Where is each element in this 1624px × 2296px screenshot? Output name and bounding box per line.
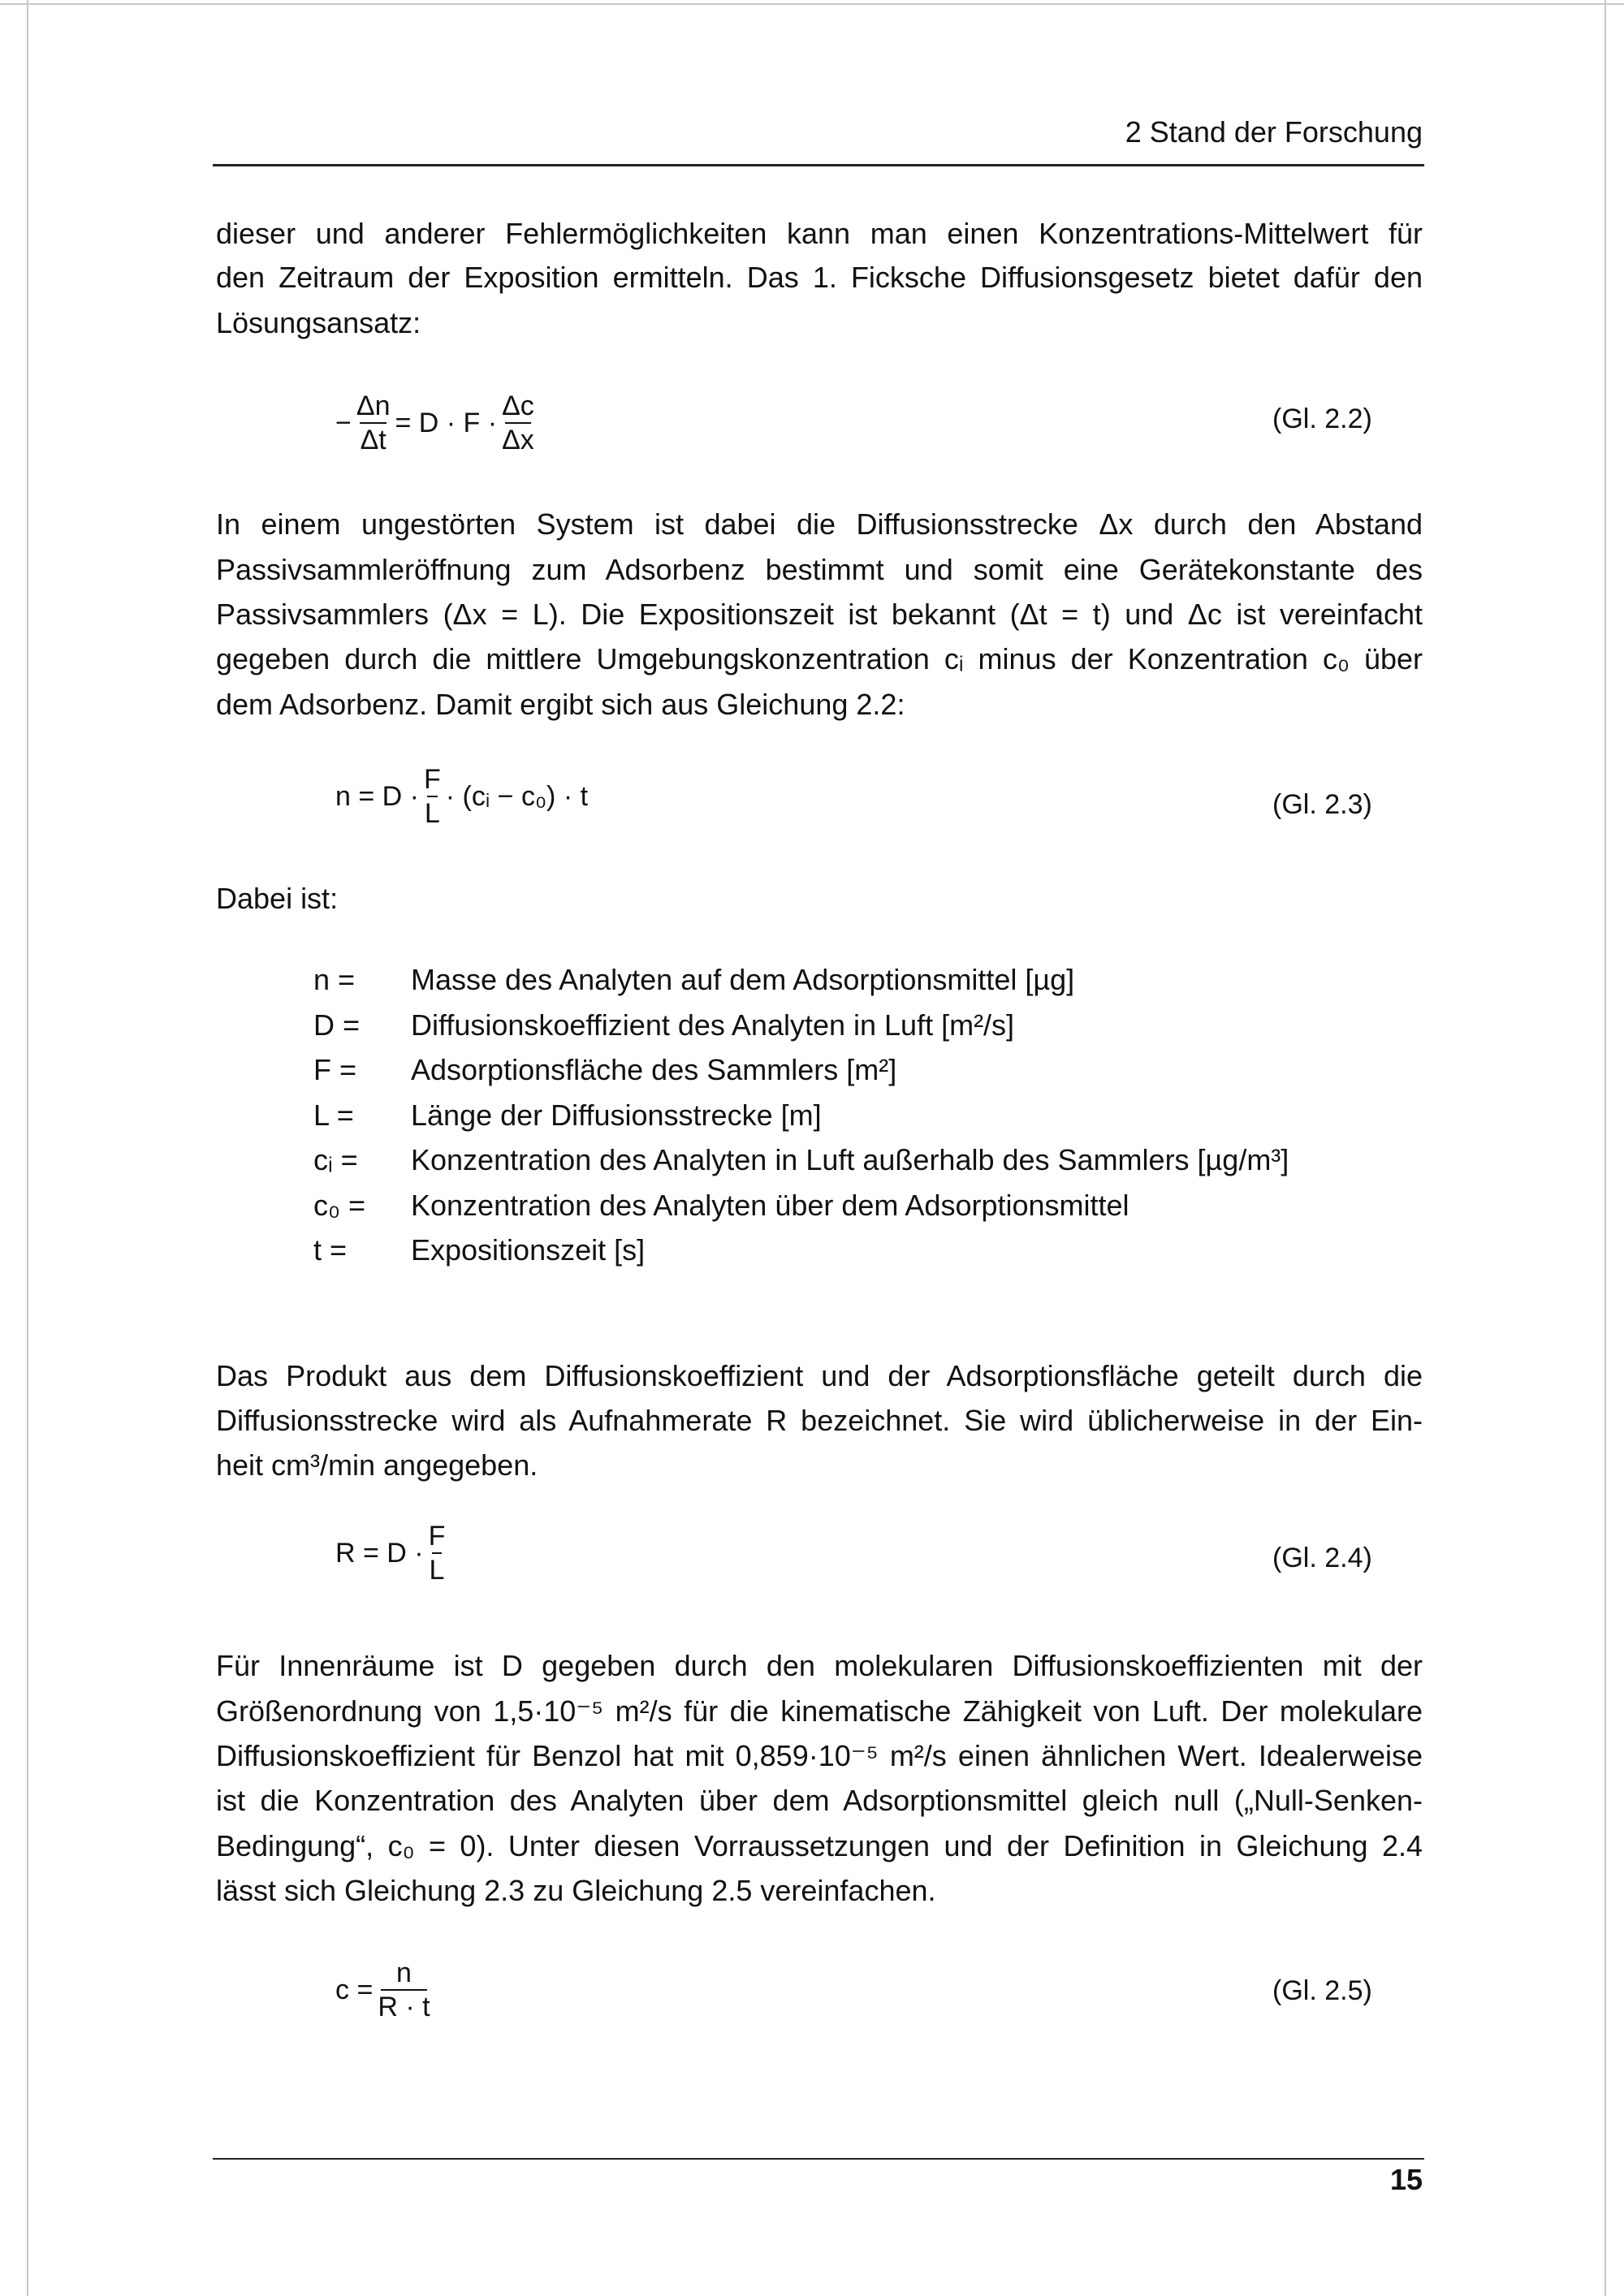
- definition-symbol: F =: [313, 1053, 357, 1086]
- equation-2-5: [335, 1957, 430, 2023]
- paragraph-line: heit cm³/min angegeben.: [216, 1448, 538, 1482]
- paragraph-line: Bedingung“, c₀ = 0). Unter diesen Vorraussetzungen und der Definition in Gleichung 2.4: [216, 1829, 1423, 1862]
- denominator: Δt: [360, 425, 387, 455]
- denominator: Δx: [502, 425, 534, 455]
- equation-2-2: [335, 390, 534, 456]
- fraction: [378, 1957, 430, 2023]
- denominator: L: [429, 1555, 445, 1586]
- paragraph-line: Diffusionskoeffizient für Benzol hat mit 0,859·10⁻⁵ m²/s einen ähnlichen Wert. Idealerweise: [216, 1739, 1423, 1772]
- fraction: [424, 763, 441, 830]
- paragraph-line: gegeben durch die mittlere Umgebungskonzentration cᵢ minus der Konzentration c₀ über: [216, 642, 1423, 675]
- eq-term: c =: [335, 1974, 374, 2005]
- eq-minus: −: [335, 407, 352, 438]
- fraction: [429, 1520, 446, 1586]
- denominator: R · t: [378, 1992, 430, 2022]
- paragraph-line: Für Innenräume ist D gegeben durch den molekularen Diffusionskoeffizienten mit der: [216, 1649, 1423, 1682]
- paragraph-line: Größenordnung von 1,5·10⁻⁵ m²/s für die kinematische Zähigkeit von Luft. Der molekulare: [216, 1694, 1423, 1728]
- paragraph-line: ist die Konzentration des Analyten über dem Adsorptionsmittel gleich null („Null-Senken-: [216, 1784, 1423, 1817]
- eq-term: n = D ·: [335, 780, 419, 812]
- paragraph-line: lässt sich Gleichung 2.3 zu Gleichung 2.5 vereinfachen.: [216, 1874, 936, 1907]
- scan-border-left: [27, 0, 28, 2296]
- paragraph-line: dem Adsorbenz. Damit ergibt sich aus Gleichung 2.2:: [216, 688, 905, 721]
- numerator: Δn: [356, 391, 391, 421]
- definition-symbol: D =: [313, 1008, 361, 1042]
- fraction: [356, 390, 391, 456]
- definition-symbol: L =: [313, 1098, 354, 1132]
- numerator: F: [428, 1521, 446, 1552]
- definition-symbol: n =: [313, 963, 356, 996]
- definition-text: Konzentration des Analyten in Luft außerhalb des Sammlers [µg/m³]: [411, 1143, 1289, 1176]
- paragraph-line: Diffusionsstrecke wird als Aufnahmerate R bezeichnet. Sie wird üblicherweise in der Ein-: [216, 1404, 1423, 1437]
- paragraph-line: dieser und anderer Fehlermöglichkeiten kann man einen Konzentrations-Mittelwert für: [216, 217, 1423, 250]
- footer-rule: [213, 2158, 1424, 2160]
- definition-symbol: t =: [313, 1233, 348, 1267]
- eq-term: R = D ·: [335, 1537, 424, 1569]
- eq-term: = D · F ·: [395, 407, 498, 438]
- denominator: L: [424, 798, 440, 829]
- scan-border-top: [0, 3, 1624, 5]
- definition-text: Expositionszeit [s]: [411, 1233, 646, 1267]
- equation-label: (Gl. 2.3): [1272, 789, 1372, 820]
- scan-border-right: [1605, 0, 1606, 2296]
- running-header: 2 Stand der Forschung: [1125, 115, 1423, 149]
- equation-label: (Gl. 2.2): [1272, 404, 1372, 434]
- numerator: Δc: [502, 391, 534, 421]
- definition-text: Diffusionskoeffizient des Analyten in Luft [m²/s]: [411, 1008, 1015, 1042]
- definition-text: Masse des Analyten auf dem Adsorptionsmittel [µg]: [411, 963, 1075, 996]
- paragraph-line: Passivsammleröffnung zum Adsorbenz bestimmt und somit eine Gerätekonstante des: [216, 553, 1423, 586]
- paragraph-line: Das Produkt aus dem Diffusionskoeffizient und der Adsorptionsfläche geteilt durch die: [216, 1359, 1423, 1392]
- eq-term: · (cᵢ − c₀) · t: [445, 780, 589, 812]
- numerator: F: [423, 764, 441, 795]
- equation-label: (Gl. 2.5): [1272, 1975, 1372, 2006]
- definition-text: Länge der Diffusionsstrecke [m]: [411, 1098, 822, 1132]
- definition-symbol: cᵢ =: [313, 1143, 358, 1176]
- page-number: 15: [1389, 2163, 1423, 2196]
- fraction: [502, 390, 534, 456]
- paragraph-line: Passivsammlers (Δx = L). Die Expositionszeit ist bekannt (Δt = t) und Δc ist vereinfacht: [216, 598, 1423, 631]
- numerator: n: [395, 1957, 412, 1988]
- paragraph-line: In einem ungestörten System ist dabei die Diffusionsstrecke Δx durch den Abstand: [216, 507, 1423, 541]
- definition-symbol: c₀ =: [313, 1188, 365, 1222]
- dabei-label: Dabei ist:: [216, 882, 339, 915]
- definition-text: Adsorptionsfläche des Sammlers [m²]: [411, 1053, 897, 1086]
- paragraph-line: den Zeitraum der Exposition ermitteln. Das 1. Ficksche Diffusionsgesetz bietet dafür den: [216, 261, 1423, 294]
- header-rule: [213, 164, 1424, 166]
- equation-label: (Gl. 2.4): [1272, 1543, 1372, 1573]
- equation-2-4: [335, 1520, 445, 1586]
- equation-2-3: [335, 763, 588, 830]
- paragraph-line: Lösungsansatz:: [216, 306, 421, 339]
- definition-text: Konzentration des Analyten über dem Adsorptionsmittel: [411, 1188, 1129, 1222]
